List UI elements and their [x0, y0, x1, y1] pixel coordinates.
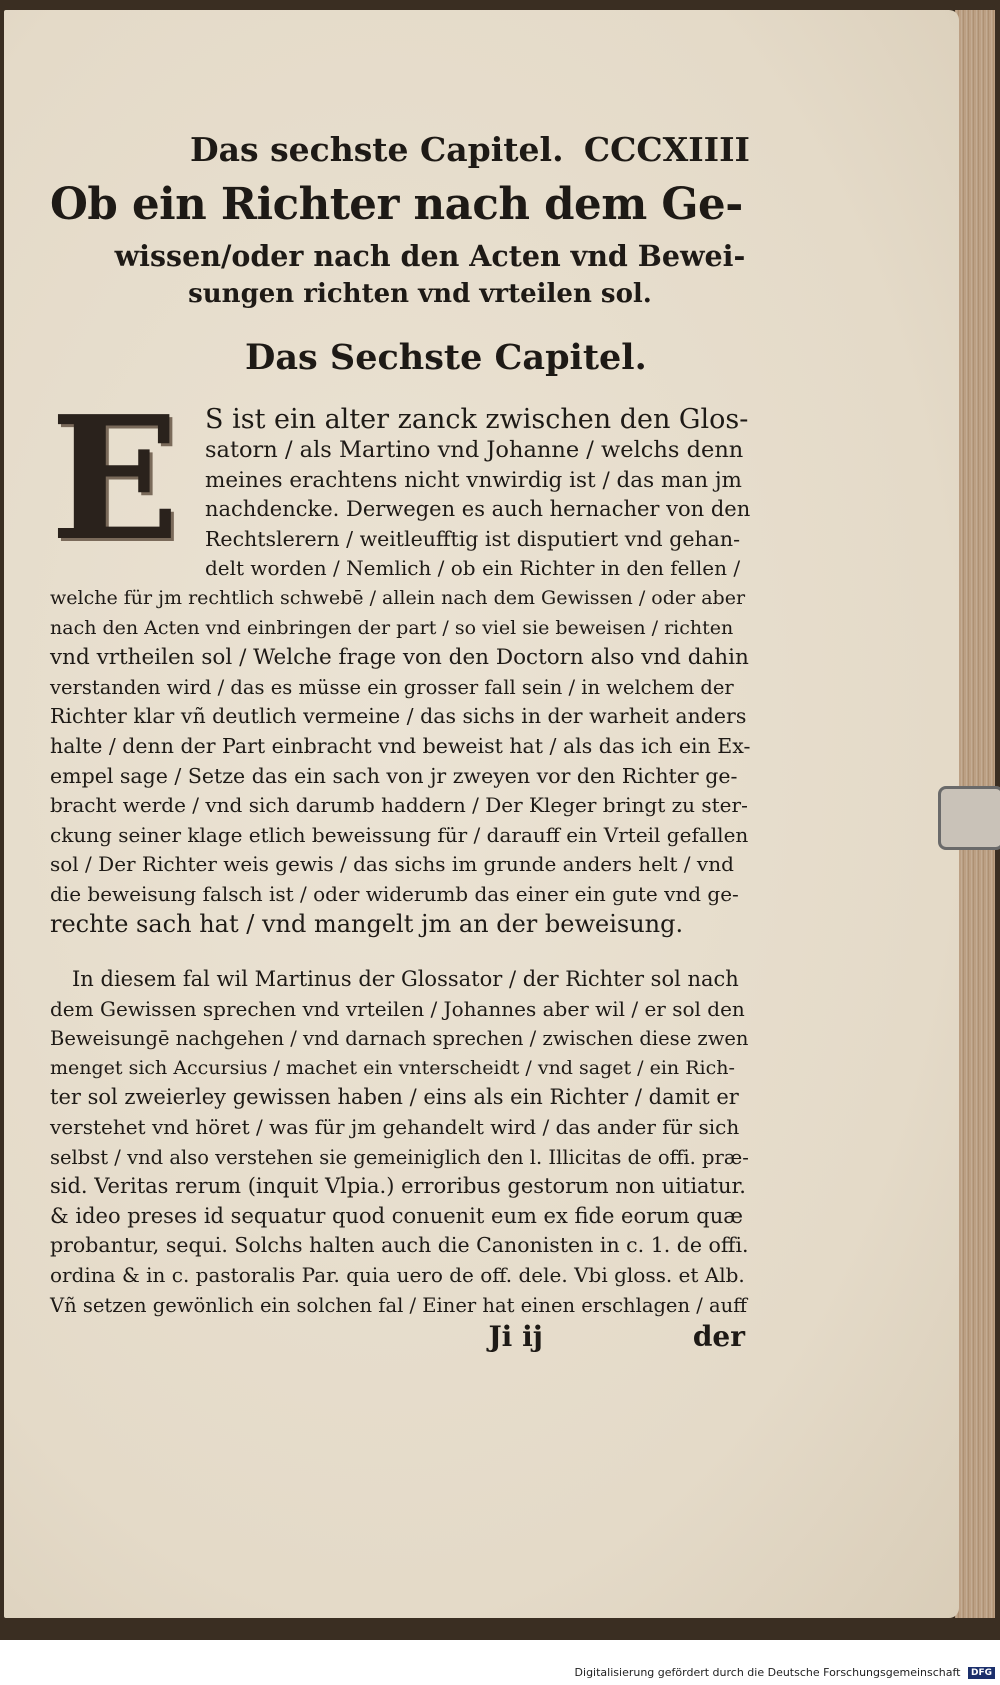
- text-line: S ist ein alter zanck zwischen den Glos-: [205, 404, 749, 435]
- text-line: welche für jm rechtlich schwebē / allein nach dem Gewissen / oder aber: [50, 586, 746, 609]
- text-line: Vñ setzen gewönlich ein solchen fal / Einer hat einen erschlagen / auff: [50, 1293, 748, 1317]
- text-line: satorn / als Martino vnd Johanne / welchs denn: [205, 437, 744, 463]
- text-line: verstanden wird / das es müsse ein grosser fall sein / in welchem der: [50, 675, 734, 699]
- paragraph-2: [50, 965, 750, 1320]
- text-line: nachdencke. Derwegen es auch hernacher von den: [205, 497, 751, 522]
- page-text: [50, 130, 750, 1353]
- chapter-subtitle: Das Sechste Capitel.: [245, 337, 647, 378]
- text-line: sol / Der Richter weis gewis / das sichs im grunde anders helt / vnd: [50, 852, 734, 877]
- dfg-logo: DFG: [968, 1667, 995, 1679]
- text-line: sid. Veritas rerum (inquit Vlpia.) erroribus gestorum non uitiatur.: [50, 1174, 746, 1199]
- title-line-3: sungen richten vnd vrteilen sol.: [188, 279, 652, 309]
- decorated-initial: E: [50, 379, 180, 579]
- running-head-left: Das sechste Capitel.: [190, 130, 564, 169]
- text-line: bracht werde / vnd sich darumb haddern / Der Kleger bringt zu ster-: [50, 793, 748, 818]
- text-line: die beweisung falsch ist / oder widerumb das einer ein gute vnd ge-: [50, 881, 739, 906]
- page-footer: [50, 1320, 750, 1353]
- text-line: ordina & in c. pastoralis Par. quia uero de off. dele. Vbi gloss. et Alb.: [50, 1263, 745, 1288]
- paragraph-1: [50, 379, 751, 939]
- text-line: rechte sach hat / vnd mangelt jm an der beweisung.: [50, 909, 684, 938]
- text-line: dem Gewissen sprechen vnd vrteilen / Johannes aber wil / er sol den: [50, 996, 745, 1021]
- chapter-title: [50, 173, 750, 237]
- title-line-2: wissen/oder nach den Acten vnd Bewei-: [114, 239, 746, 273]
- text-line: selbst / vnd also verstehen sie gemeiniglich den l. Illicitas de offi. præ-: [50, 1145, 749, 1169]
- text-line: Beweisungē nachgehen / vnd darnach sprechen / zwischen diese zwen: [50, 1027, 749, 1051]
- digitization-credit: [0, 1666, 995, 1679]
- text-line: Rechtslerern / weitleufftig ist disputiert vnd gehan-: [205, 526, 741, 551]
- text-line: empel sage / Setze das ein sach von jr zweyen vor den Richter ge-: [50, 763, 738, 788]
- text-line: verstehet vnd höret / was für jm gehandelt wird / das ander für sich: [50, 1115, 740, 1140]
- title-line-1: Ob ein Richter nach dem Ge-: [50, 179, 743, 230]
- text-line: vnd vrtheilen sol / Welche frage von den Doctorn also vnd dahin: [50, 645, 749, 671]
- text-line: ckung seiner klage etlich beweissung für / darauff ein Vrteil gefallen: [50, 822, 749, 847]
- text-line: & ideo preses id sequatur quod conuenit eum ex fide eorum quæ: [50, 1203, 743, 1228]
- text-line: In diesem fal wil Martinus der Glossator / der Richter sol nach: [72, 967, 739, 992]
- running-head: [190, 130, 750, 169]
- catchword: der: [692, 1320, 745, 1354]
- credit-text: Digitalisierung gefördert durch die Deutsche Forschungsgemeinschaft: [574, 1666, 961, 1679]
- text-line: meines erachtens nicht vnwirdig ist / das man jm: [205, 467, 742, 493]
- text-line: probantur, sequi. Solchs halten auch die Canonisten in c. 1. de offi.: [50, 1233, 749, 1258]
- text-line: Richter klar vñ deutlich vermeine / das sichs in der warheit anders: [50, 704, 747, 729]
- text-line: ter sol zweierley gewissen haben / eins als ein Richter / damit er: [50, 1085, 739, 1110]
- text-line: nach den Acten vnd einbringen der part / so viel sie beweisen / richten: [50, 616, 734, 639]
- text-line: delt worden / Nemlich / ob ein Richter in den fellen /: [205, 556, 741, 581]
- signature-mark: Ji ij: [488, 1320, 543, 1354]
- text-line: menget sich Accursius / machet ein vnterscheidt / vnd saget / ein Rich-: [50, 1056, 735, 1079]
- page-clip: [938, 786, 1000, 850]
- text-line: halte / denn der Part einbracht vnd beweist hat / als das ich ein Ex-: [50, 733, 751, 758]
- folio-number: CCCXIIII: [583, 130, 750, 169]
